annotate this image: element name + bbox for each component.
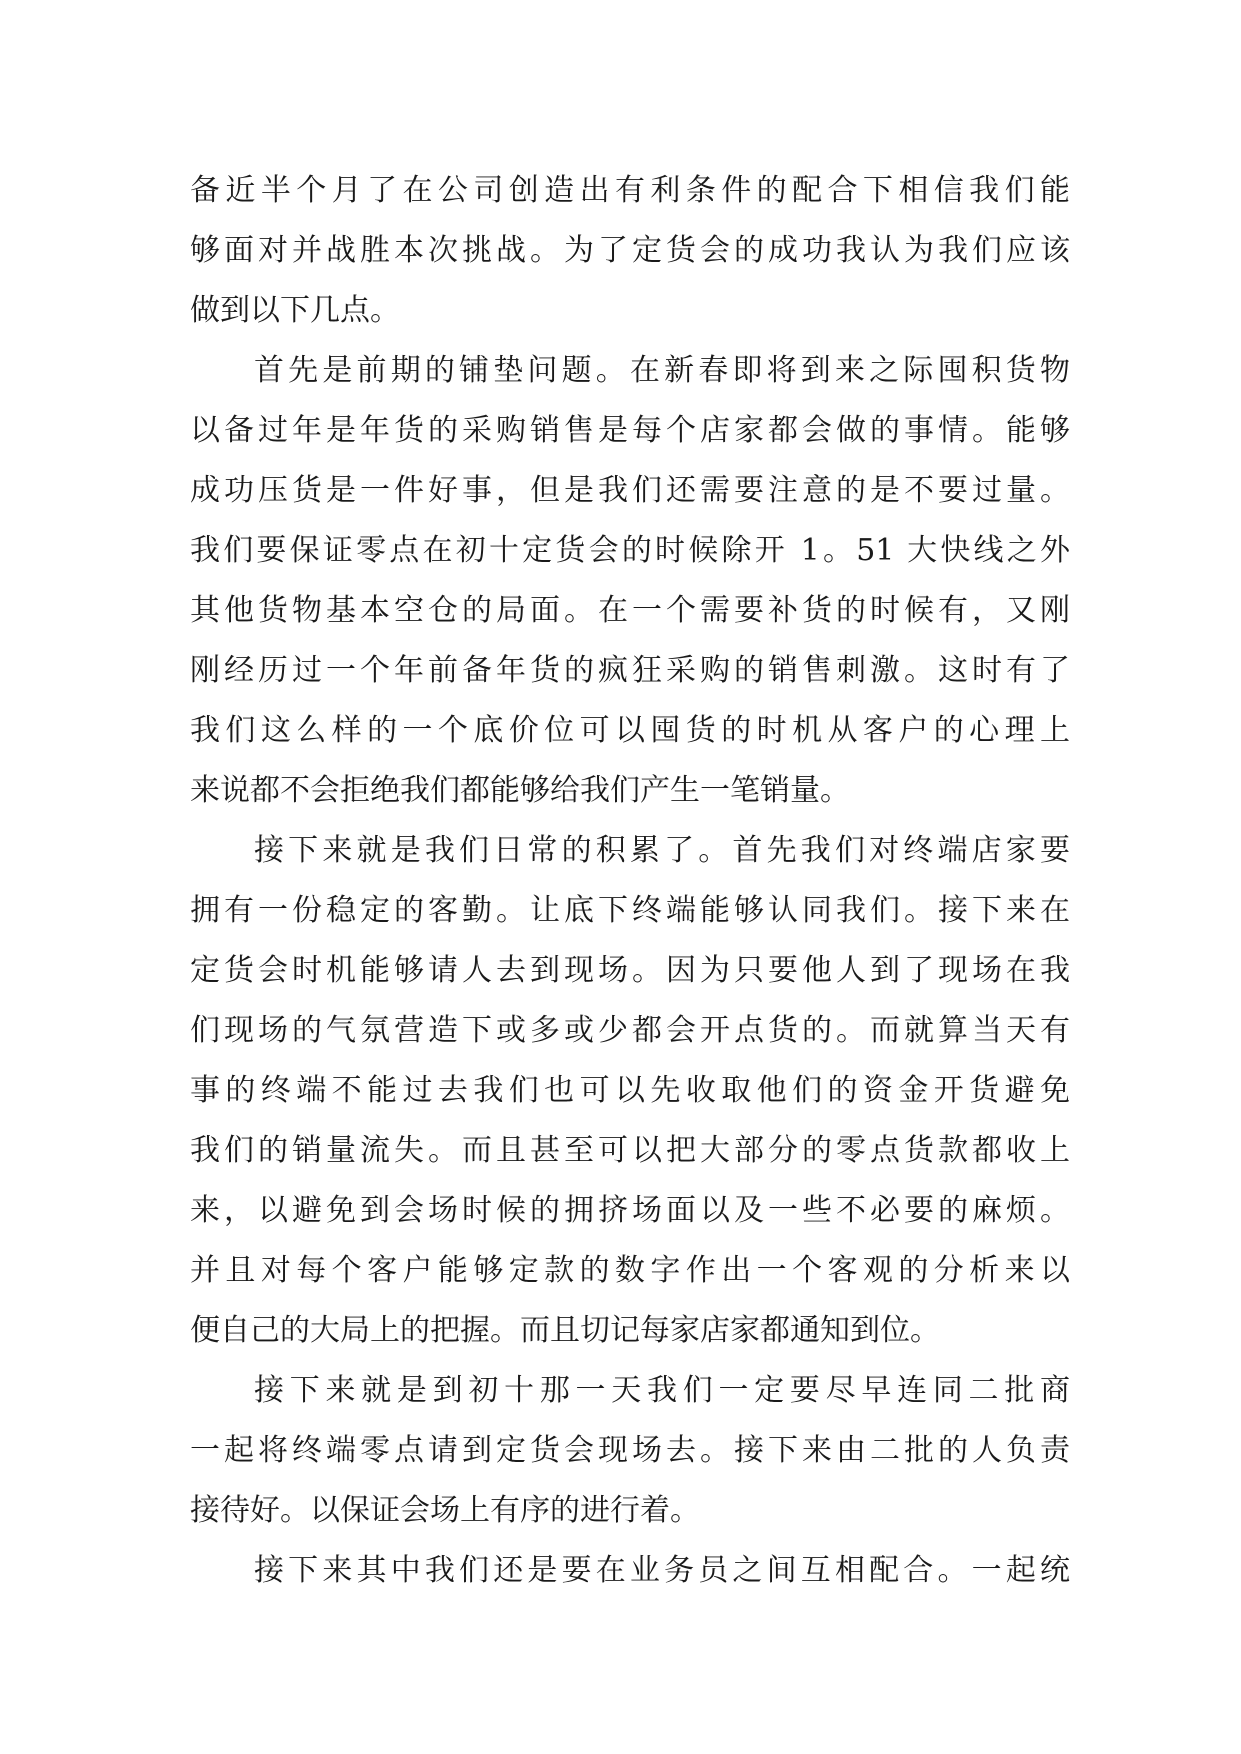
text-line: 接下来就是到初十那一天我们一定要尽早连同二批商 <box>254 1373 1070 1408</box>
text-line: 事的终端不能过去我们也可以先收取他们的资金开货避免 <box>190 1073 1070 1108</box>
text-line: 够面对并战胜本次挑战。为了定货会的成功我认为我们应该 <box>190 233 1070 268</box>
text-line: 其他货物基本空仓的局面。在一个需要补货的时候有，又刚 <box>190 593 1070 628</box>
text-line: 一起将终端零点请到定货会现场去。接下来由二批的人负责 <box>190 1433 1070 1468</box>
text-line: 接下来其中我们还是要在业务员之间互相配合。一起统 <box>254 1553 1070 1588</box>
document-body <box>190 161 1070 1601</box>
text-line: 刚经历过一个年前备年货的疯狂采购的销售刺激。这时有了 <box>190 653 1070 688</box>
text-line: 来，以避免到会场时候的拥挤场面以及一些不必要的麻烦。 <box>190 1193 1070 1228</box>
text-line: 并且对每个客户能够定款的数字作出一个客观的分析来以 <box>190 1253 1070 1288</box>
text-line: 我们的销量流失。而且甚至可以把大部分的零点货款都收上 <box>190 1133 1070 1168</box>
text-line: 做到以下几点。 <box>190 293 400 328</box>
text-line: 拥有一份稳定的客勤。让底下终端能够认同我们。接下来在 <box>190 893 1070 928</box>
text-line: 首先是前期的铺垫问题。在新春即将到来之际囤积货物 <box>254 353 1070 388</box>
text-line: 来说都不会拒绝我们都能够给我们产生一笔销量。 <box>190 773 850 808</box>
text-line: 便自己的大局上的把握。而且切记每家店家都通知到位。 <box>190 1313 940 1348</box>
text-line: 定货会时机能够请人去到现场。因为只要他人到了现场在我 <box>190 953 1070 988</box>
text-line: 我们要保证零点在初十定货会的时候除开 1。51 大快线之外 <box>190 533 1070 568</box>
text-line: 接下来就是我们日常的积累了。首先我们对终端店家要 <box>254 833 1070 868</box>
text-line: 接待好。以保证会场上有序的进行着。 <box>190 1493 700 1528</box>
text-line: 们现场的气氛营造下或多或少都会开点货的。而就算当天有 <box>190 1013 1070 1048</box>
text-line: 备近半个月了在公司创造出有利条件的配合下相信我们能 <box>190 173 1070 208</box>
text-line: 我们这么样的一个底价位可以囤货的时机从客户的心理上 <box>190 713 1070 748</box>
text-line: 成功压货是一件好事，但是我们还需要注意的是不要过量。 <box>190 473 1070 508</box>
text-line: 以备过年是年货的采购销售是每个店家都会做的事情。能够 <box>190 413 1070 448</box>
